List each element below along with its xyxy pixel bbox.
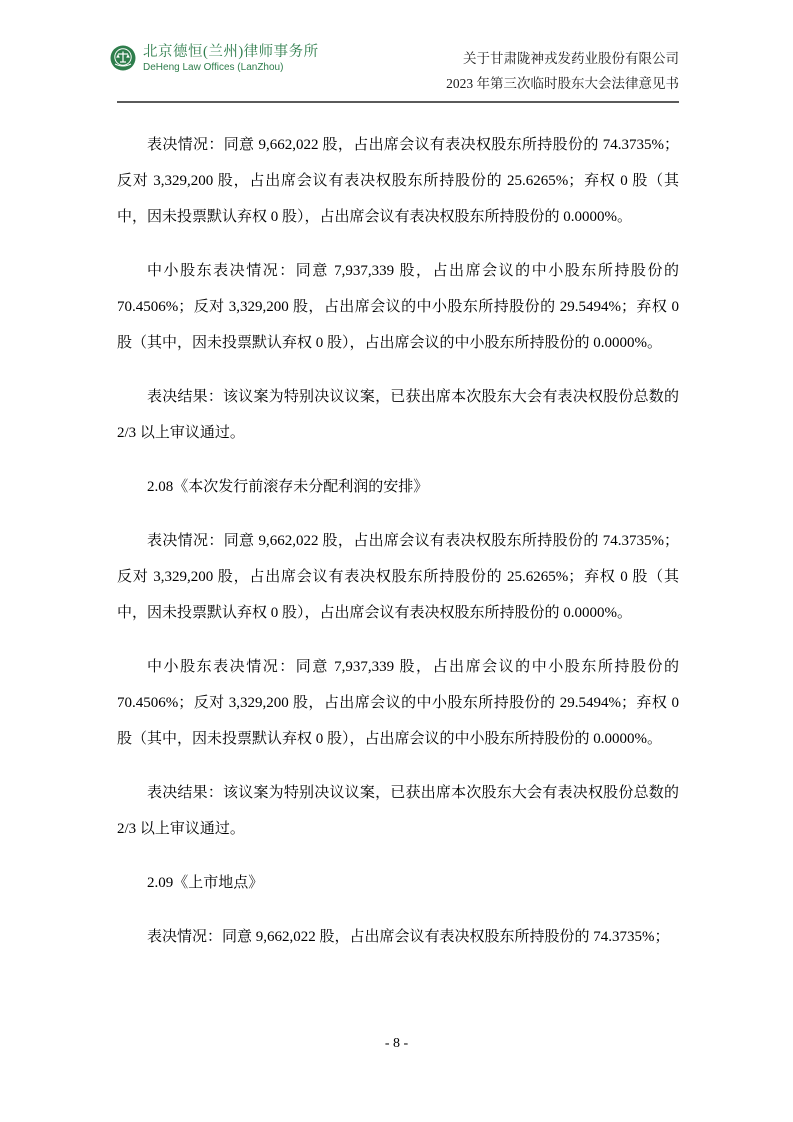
header-divider bbox=[117, 101, 679, 103]
document-title-line2: 2023 年第三次临时股东大会法律意见书 bbox=[446, 76, 679, 91]
paragraph-minority-vote-status: 中小股东表决情况：同意 7,937,339 股，占出席会议的中小股东所持股份的 70.4506%；反对 3,329,200 股，占出席会议的中小股东所持股份的 29.5494%；弃权 0 股（其中，因未投票默认弃权 0 股），占出席会议的中小股东所持股份的 0.0000%。 bbox=[117, 659, 679, 747]
law-firm-names bbox=[143, 44, 319, 74]
paragraph-minority-vote-status: 中小股东表决情况：同意 7,937,339 股，占出席会议的中小股东所持股份的 70.4506%；反对 3,329,200 股，占出席会议的中小股东所持股份的 29.5494%；弃权 0 股（其中，因未投票默认弃权 0 股），占出席会议的中小股东所持股份的 0.0000%。 bbox=[117, 263, 679, 351]
section-heading-2-08: 2.08《本次发行前滚存未分配利润的安排》 bbox=[147, 479, 429, 495]
law-firm-brand bbox=[110, 44, 319, 76]
paragraph-vote-status-partial: 表决情况：同意 9,662,022 股，占出席会议有表决权股东所持股份的 74.3735%； bbox=[147, 929, 670, 945]
page-header bbox=[117, 42, 679, 96]
law-firm-name-cn: 北京德恒(兰州)律师事务所 bbox=[143, 44, 319, 60]
paragraph-vote-result: 表决结果：该议案为特别决议议案，已获出席本次股东大会有表决权股份总数的 2/3 以上审议通过。 bbox=[117, 389, 679, 441]
section-heading-2-09: 2.09《上市地点》 bbox=[147, 875, 264, 891]
law-firm-name-en: DeHeng Law Offices (LanZhou) bbox=[143, 62, 284, 73]
page-number: - 8 - bbox=[384, 1036, 409, 1051]
document-title bbox=[446, 46, 679, 96]
deheng-scales-wreath-logo-icon bbox=[110, 45, 136, 76]
paragraph-vote-status: 表决情况：同意 9,662,022 股，占出席会议有表决权股东所持股份的 74.3735%；反对 3,329,200 股，占出席会议有表决权股东所持股份的 25.6265%；弃权 0 股（其中，因未投票默认弃权 0 股），占出席会议有表决权股东所持股份的 0.0000%。 bbox=[117, 137, 679, 225]
document-body bbox=[117, 127, 679, 955]
paragraph-vote-status: 表决情况：同意 9,662,022 股，占出席会议有表决权股东所持股份的 74.3735%；反对 3,329,200 股，占出席会议有表决权股东所持股份的 25.6265%；弃权 0 股（其中，因未投票默认弃权 0 股），占出席会议有表决权股东所持股份的 0.0000%。 bbox=[117, 533, 679, 621]
paragraph-vote-result: 表决结果：该议案为特别决议议案，已获出席本次股东大会有表决权股份总数的 2/3 以上审议通过。 bbox=[117, 785, 679, 837]
document-title-line1: 关于甘肃陇神戎发药业股份有限公司 bbox=[463, 51, 679, 66]
